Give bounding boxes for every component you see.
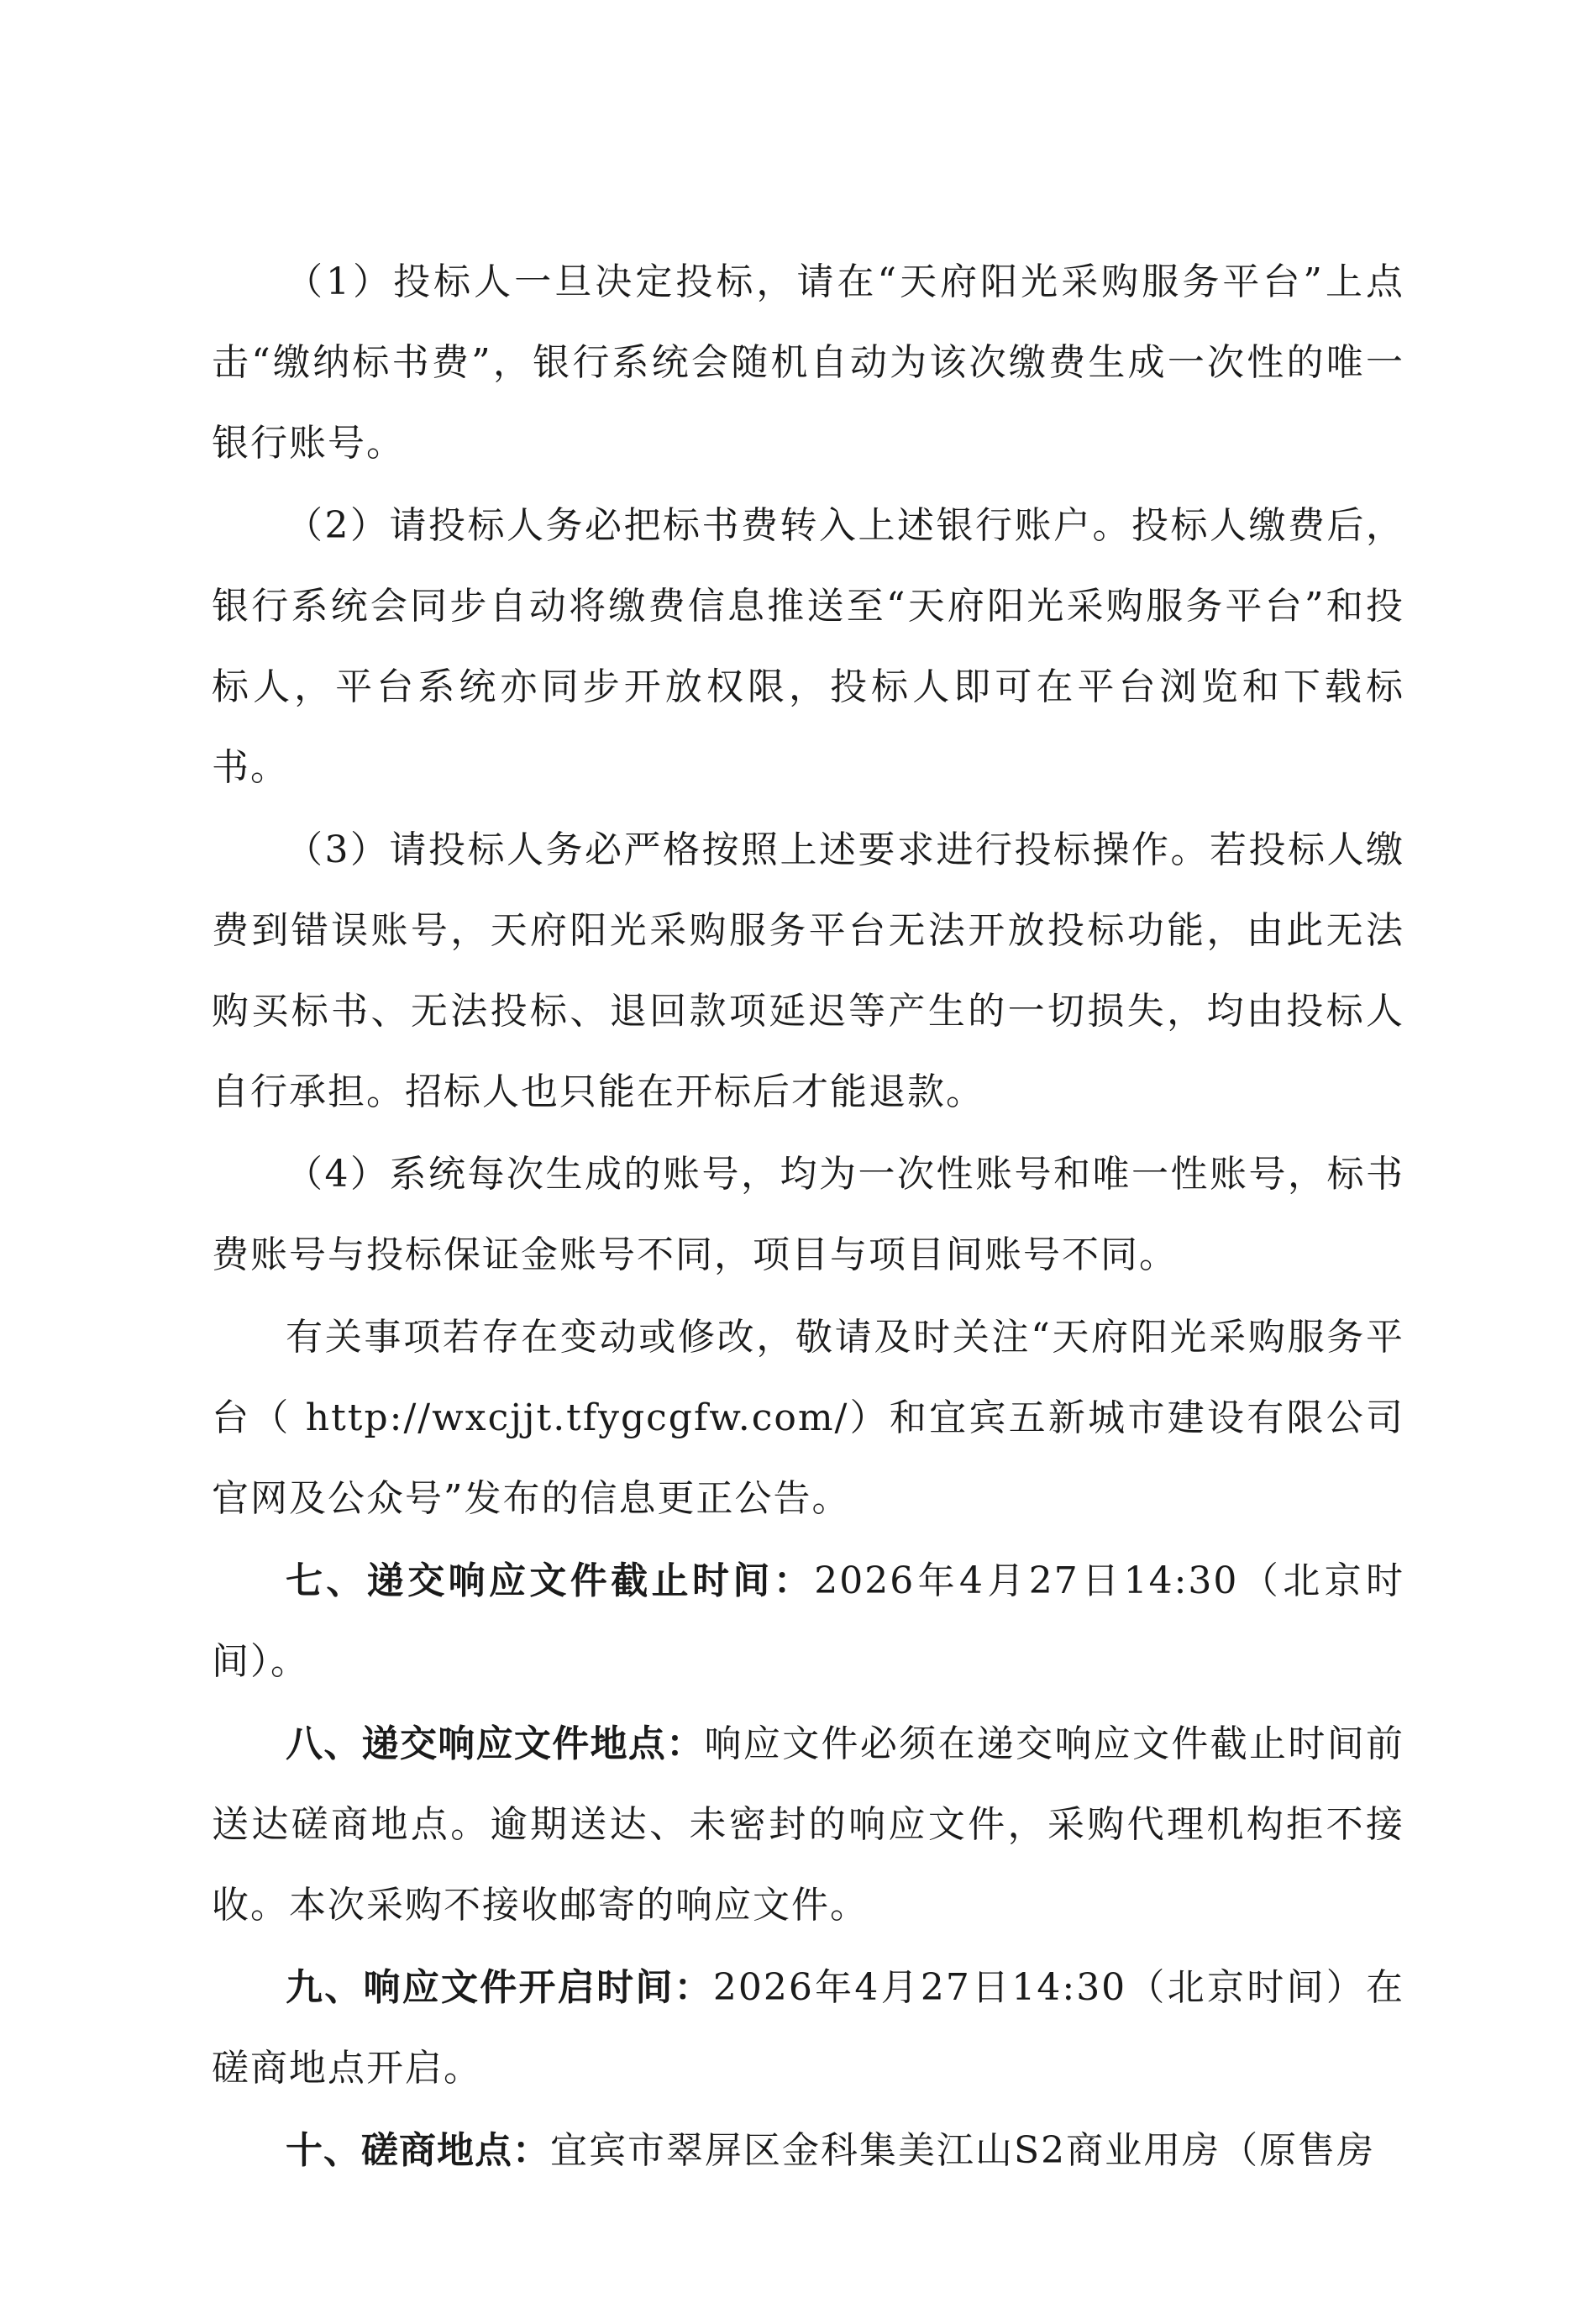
section-heading: 九、响应文件开启时间：	[286, 1966, 713, 2009]
section-text: 2026年4月27日14:30（北京时间）。	[212, 1559, 1404, 1683]
paragraph-payment-step-2: （2）请投标人务必把标书费转入上述银行账户。投标人缴费后，银行系统会同步自动将缴费信息推送至“天府阳光采购服务平台”和投标人，平台系统亦同步开放权限，投标人即可在平台浏览和下载标书。	[212, 504, 1404, 789]
section-heading: 七、递交响应文件截止时间：	[286, 1559, 815, 1602]
section-submission-location	[212, 1704, 1404, 1946]
section-heading: 八、递交响应文件地点：	[286, 1722, 705, 1765]
section-consultation-location	[212, 2111, 1404, 2191]
section-text: 2026年4月27日14:30（北京时间）在磋商地点开启。	[212, 1966, 1404, 2090]
paragraph-changes-notice: 有关事项若存在变动或修改，敬请及时关注“天府阳光采购服务平台（ http://wxcjjt.tfygcgfw.com/）和宜宾五新城市建设有限公司官网及公众号”发布的信息更正公告。	[212, 1316, 1404, 1520]
section-text: 响应文件必须在递交响应文件截止时间前送达磋商地点。逾期送达、未密封的响应文件，采购代理机构拒不接收。本次采购不接收邮寄的响应文件。	[212, 1722, 1405, 1927]
paragraph-payment-step-3: （3）请投标人务必严格按照上述要求进行投标操作。若投标人缴费到错误账号，天府阳光采购服务平台无法开放投标功能，由此无法购买标书、无法投标、退回款项延迟等产生的一切损失，均由投标人自行承担。招标人也只能在开标后才能退款。	[212, 828, 1404, 1113]
paragraph-payment-step-4: （4）系统每次生成的账号，均为一次性账号和唯一性账号，标书费账号与投标保证金账号不同，项目与项目间账号不同。	[212, 1153, 1404, 1276]
section-heading: 十、磋商地点：	[286, 2129, 550, 2172]
document-body	[212, 242, 1404, 2191]
paragraph-payment-step-1: （1）投标人一旦决定投标，请在“天府阳光采购服务平台”上点击“缴纳标书费”，银行系统会随机自动为该次缴费生成一次性的唯一银行账号。	[212, 260, 1404, 465]
section-text: 宜宾市翠屏区金科集美江山S2商业用房（原售房	[550, 2129, 1376, 2172]
section-submission-deadline	[212, 1541, 1404, 1702]
section-opening-time	[212, 1948, 1404, 2109]
